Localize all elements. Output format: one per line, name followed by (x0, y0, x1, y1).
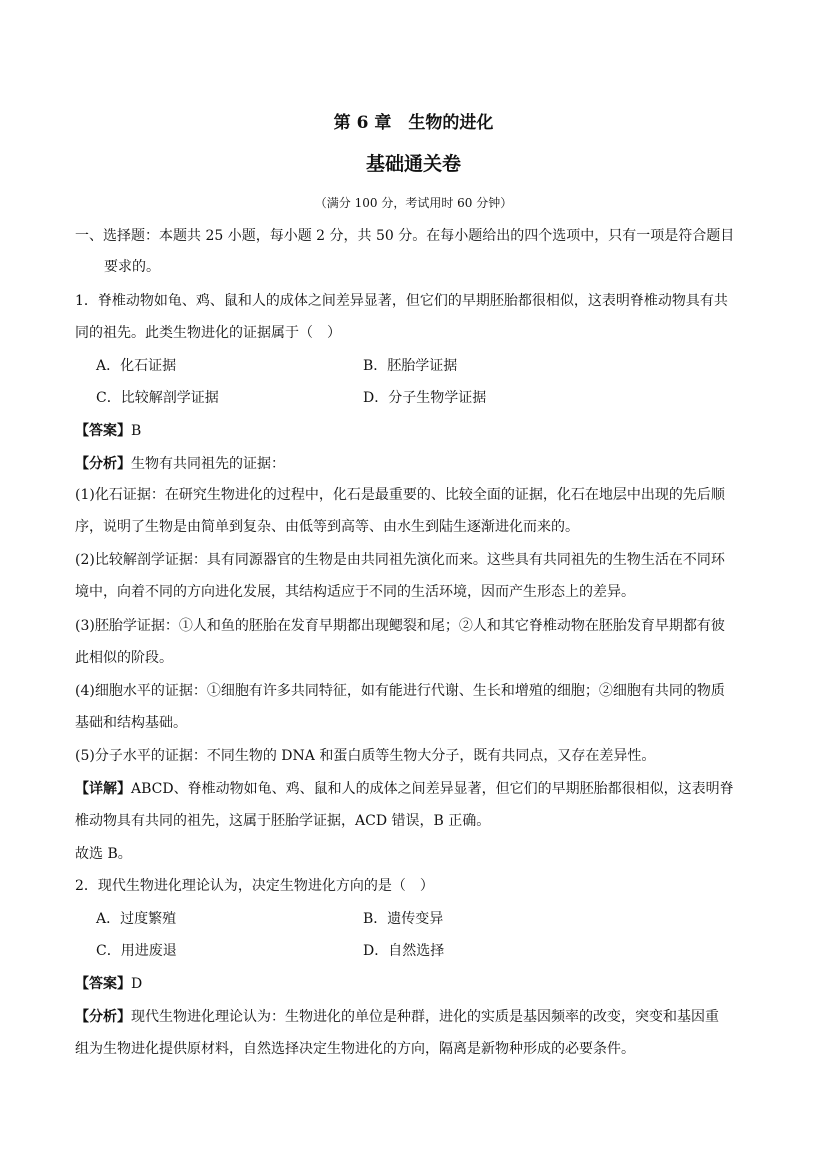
q1-p1-line2: 序，说明了生物是由简单到复杂、由低等到高等、由水生到陆生逐渐进化而来的。 (75, 519, 579, 535)
q1-conclusion: 故选 B。 (75, 846, 132, 862)
q1-answer (75, 422, 141, 440)
q1-detail-line1 (75, 780, 734, 798)
q1-option-c: C．比较解剖学证据 (96, 390, 219, 406)
section-heading-line1: 一、选择题：本题共 25 小题，每小题 2 分，共 50 分。在每小题给出的四个选项中，只有一项是符合题目 (75, 228, 735, 244)
q1-stem-line2: 同的祖先。此类生物进化的证据属于（ ） (75, 325, 341, 341)
q1-detail-line2: 椎动物具有共同的祖先，这属于胚胎学证据，ACD 错误，B 正确。 (75, 813, 491, 829)
q2-option-a: A．过度繁殖 (96, 911, 177, 927)
q1-p3-line1: (3)胚胎学证据：①人和鱼的胚胎在发育早期都出现鳃裂和尾；②人和其它脊椎动物在胚胎发育早期都有彼 (75, 618, 725, 634)
q1-p4-line2: 基础和结构基础。 (75, 715, 187, 731)
analysis-label: 【分析】 (75, 456, 131, 472)
q2-analysis-line2: 组为生物进化提供原材料，自然选择决定生物进化的方向，隔离是新物种形成的必要条件。 (75, 1041, 635, 1057)
answer-label: 【答案】 (75, 423, 131, 439)
q2-answer (75, 975, 142, 993)
q1-p2-line2: 境中，向着不同的方向进化发展，其结构适应于不同的生活环境，因而产生形态上的差异。 (75, 584, 635, 600)
detail-text: ABCD、脊椎动物如龟、鸡、鼠和人的成体之间差异显著，但它们的早期胚胎都很相似，这表明脊 (131, 781, 734, 797)
analysis-text: 生物有共同祖先的证据： (131, 456, 285, 472)
paper-subtitle: 基础通关卷 (365, 153, 461, 175)
q1-p3-line2: 此相似的阶段。 (75, 650, 173, 666)
q2-analysis-line1 (75, 1008, 719, 1026)
q2-stem: 2．现代生物进化理论认为，决定生物进化方向的是（ ） (75, 878, 434, 894)
answer-value: D (131, 976, 143, 992)
section-heading-line2: 要求的。 (104, 259, 160, 275)
exam-note: （满分 100 分，考试用时 60 分钟） (314, 196, 513, 210)
q1-option-b: B．胚胎学证据 (363, 358, 458, 374)
answer-label: 【答案】 (75, 976, 131, 992)
q1-stem-line1: 1．脊椎动物如龟、鸡、鼠和人的成体之间差异显著，但它们的早期胚胎都很相似，这表明脊椎动物具有共 (75, 293, 728, 309)
q2-option-d: D．自然选择 (363, 943, 445, 959)
q2-option-b: B．遗传变异 (363, 911, 444, 927)
answer-value: B (131, 423, 142, 439)
q1-analysis (75, 455, 285, 473)
q1-p2-line1: (2)比较解剖学证据：具有同源器官的生物是由共同祖先演化而来。这些具有共同祖先的生物生活在不同环 (75, 552, 725, 568)
q2-option-c: C．用进废退 (96, 943, 177, 959)
q1-option-d: D．分子生物学证据 (363, 390, 487, 406)
analysis-label: 【分析】 (75, 1009, 131, 1025)
q1-option-a: A．化石证据 (96, 358, 177, 374)
q1-p5: (5)分子水平的证据：不同生物的 DNA 和蛋白质等生物大分子，既有共同点，又存在差异性。 (75, 748, 656, 764)
chapter-title: 第 6 章 生物的进化 (333, 113, 494, 133)
q1-p1-line1: (1)化石证据：在研究生物进化的过程中，化石是最重要的、比较全面的证据，化石在地层中出现的先后顺 (75, 487, 725, 503)
analysis-text: 现代生物进化理论认为：生物进化的单位是种群，进化的实质是基因频率的改变，突变和基因重 (131, 1009, 719, 1025)
q1-p4-line1: (4)细胞水平的证据：①细胞有许多共同特征，如有能进行代谢、生长和增殖的细胞；②细胞有共同的物质 (75, 683, 725, 699)
detail-label: 【详解】 (75, 781, 131, 797)
